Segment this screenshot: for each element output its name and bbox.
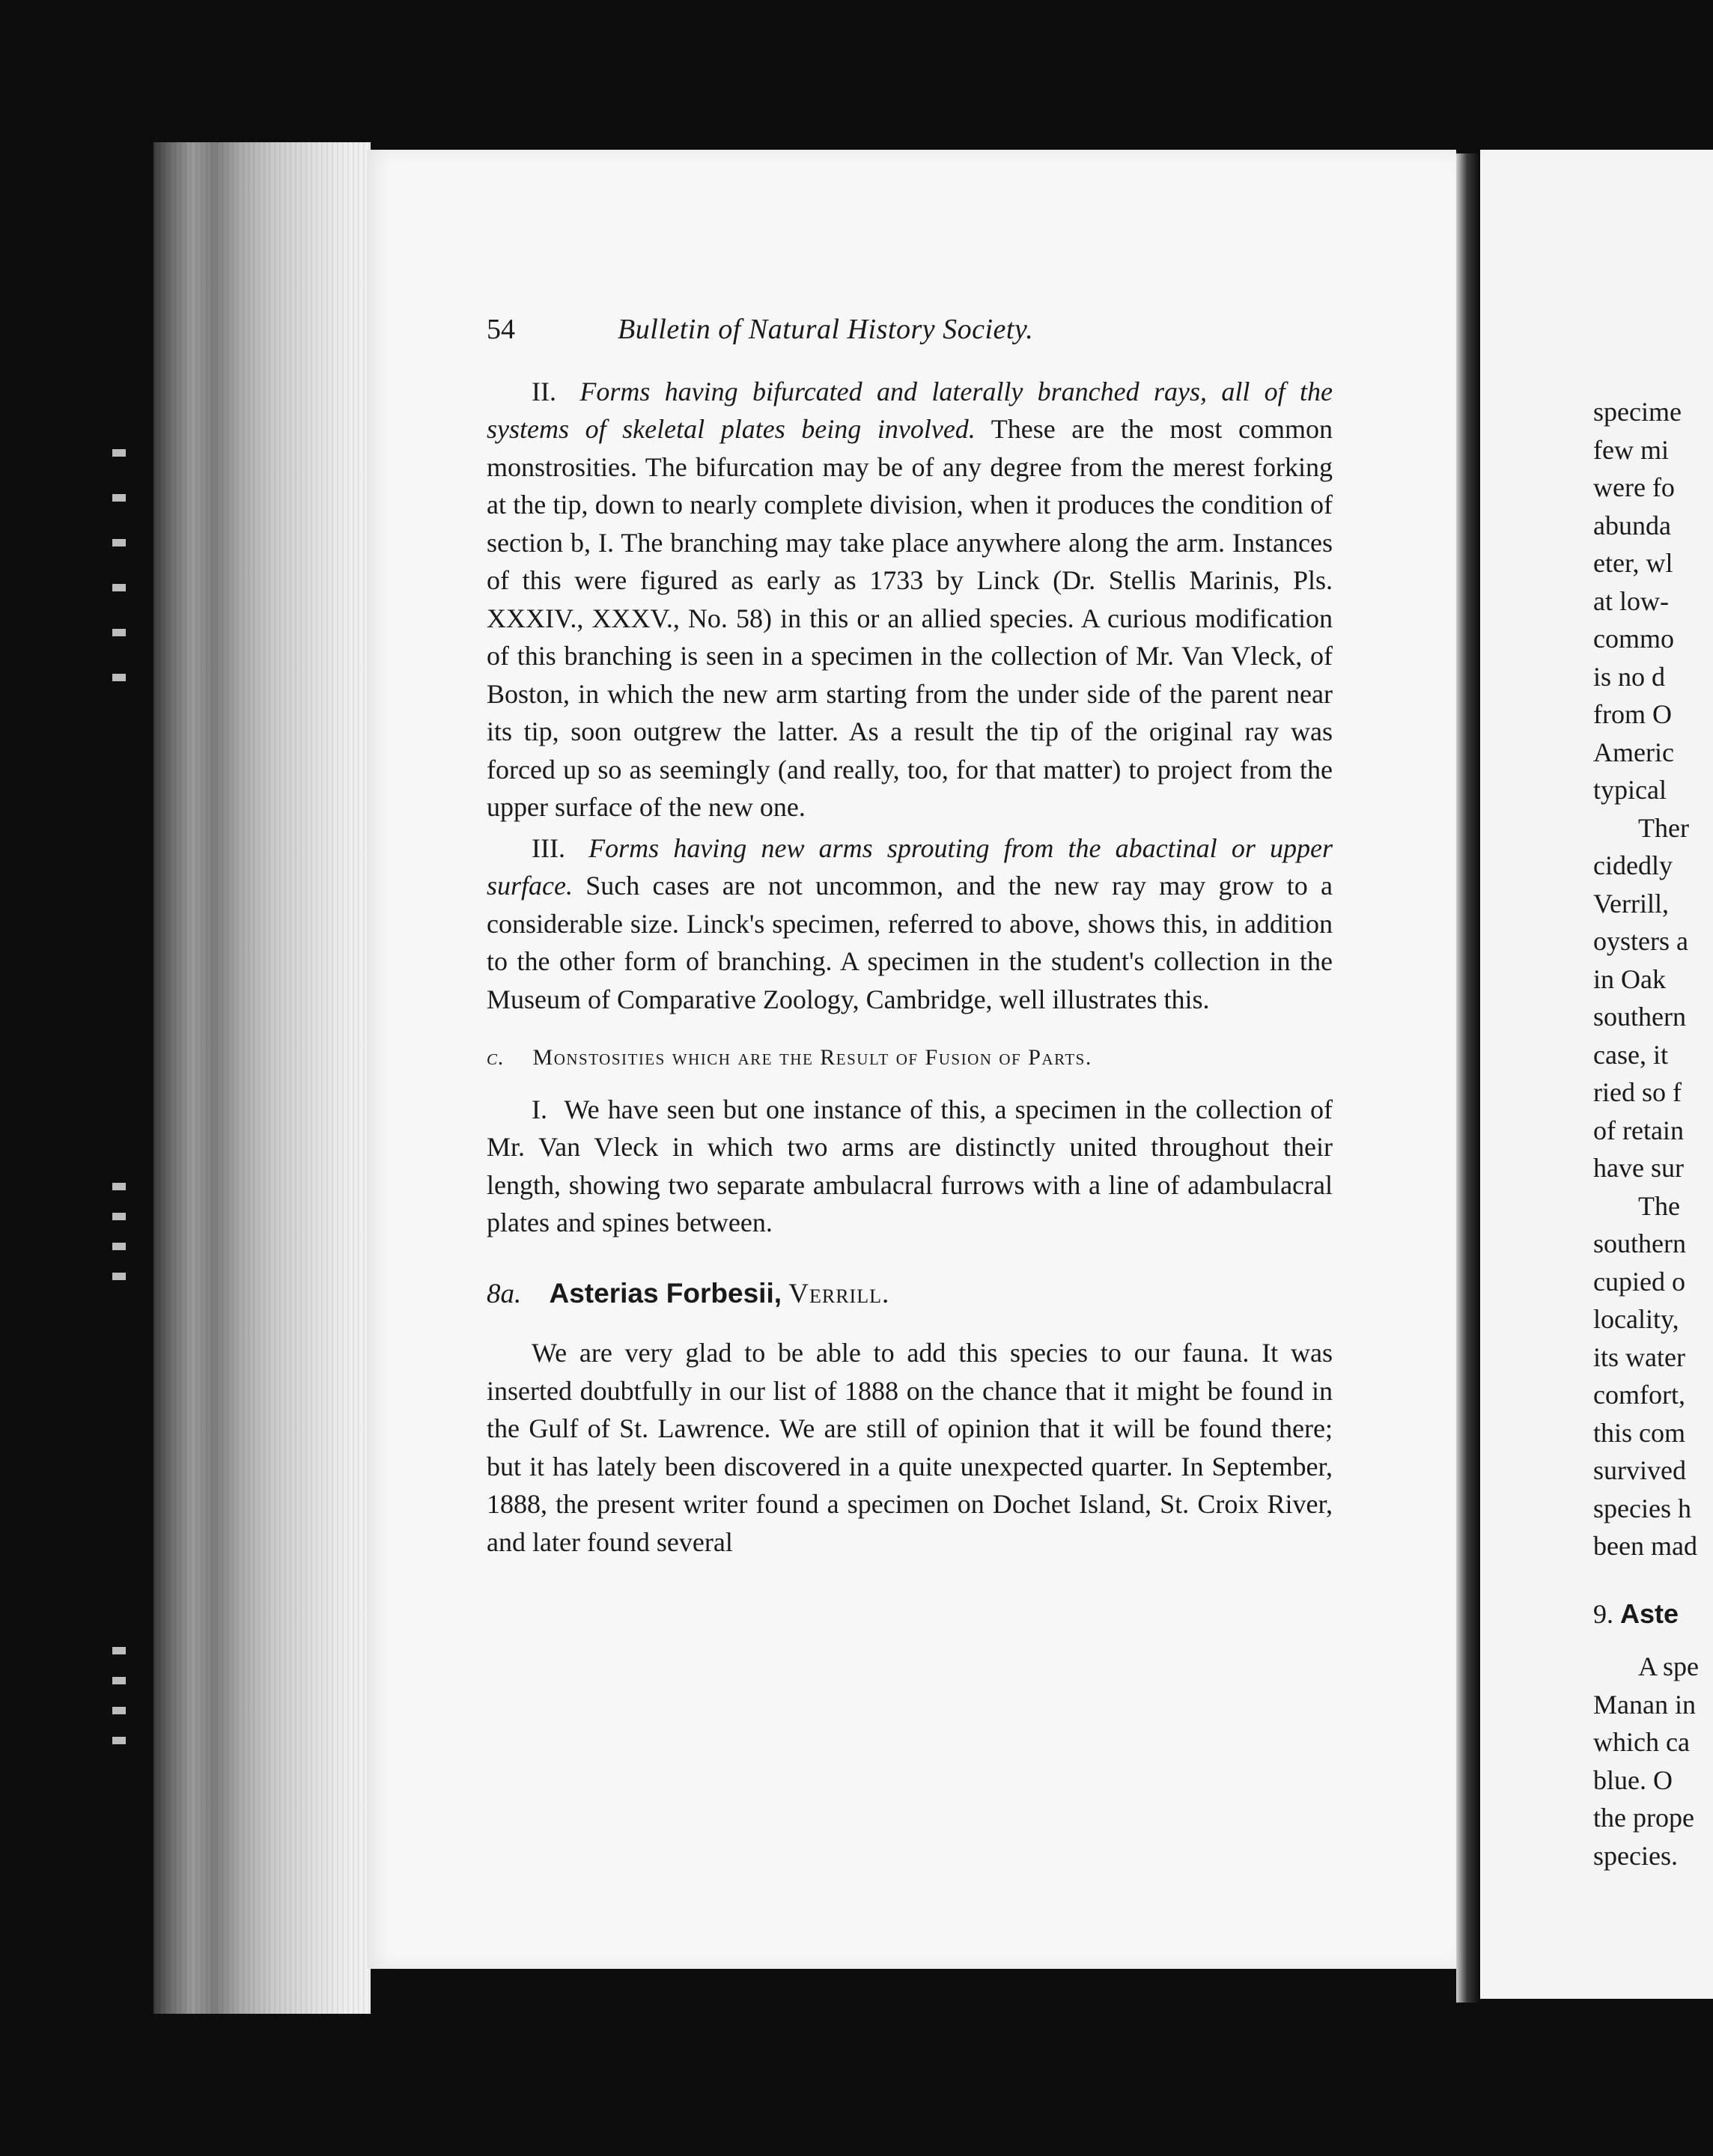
right-page-line: The bbox=[1638, 1190, 1680, 1221]
paragraph-section-ii bbox=[487, 373, 1333, 826]
right-page-line: from O bbox=[1593, 699, 1672, 729]
section-label: III. bbox=[532, 832, 565, 863]
right-page-content bbox=[1593, 393, 1713, 1875]
section-body: Such cases are not uncommon, and the new ray may grow to a considerable size. Linck's specimen, referred to above, shows this, in addition to the other form of branching. A specimen in the student's collection in the Museum of Comparative Zoology, Cambridge, well illustrates this. bbox=[487, 871, 1333, 1014]
right-page-line: case, it bbox=[1593, 1039, 1668, 1070]
right-heading-number: 9. bbox=[1593, 1598, 1613, 1629]
right-page-line: southern bbox=[1593, 1228, 1686, 1258]
right-page-line: is no d bbox=[1593, 661, 1666, 692]
paragraph-section-c-i bbox=[487, 1091, 1333, 1242]
right-page-line: ried so f bbox=[1593, 1077, 1682, 1107]
species-heading bbox=[487, 1275, 1333, 1314]
right-page-line: Ther bbox=[1638, 812, 1689, 843]
right-page-line: its water bbox=[1593, 1342, 1685, 1372]
right-page-line: blue. O bbox=[1593, 1764, 1673, 1795]
section-italic-title: Forms having bifurcated and laterally branched rays, all of the systems of skeletal plates being involved. bbox=[487, 376, 1333, 444]
paragraph-section-iii bbox=[487, 829, 1333, 1019]
right-page-line: have sur bbox=[1593, 1153, 1684, 1183]
species-name: Asterias Forbesii, bbox=[549, 1277, 782, 1309]
right-page-line: few mi bbox=[1593, 434, 1669, 465]
right-block-1 bbox=[1593, 393, 1713, 809]
right-page-line: southern bbox=[1593, 1002, 1686, 1032]
right-block-2 bbox=[1593, 809, 1713, 1187]
right-page-line: cidedly bbox=[1593, 850, 1673, 880]
right-page-line: in Oak bbox=[1593, 963, 1666, 994]
right-page-line: of retain bbox=[1593, 1115, 1684, 1145]
right-block-4 bbox=[1593, 1648, 1713, 1875]
right-page-line: this com bbox=[1593, 1417, 1685, 1448]
right-page-line: Verrill, bbox=[1593, 888, 1669, 919]
right-page-line: A spe bbox=[1638, 1651, 1699, 1681]
right-page-line: species. bbox=[1593, 1840, 1678, 1871]
right-page-line: eter, wl bbox=[1593, 548, 1673, 578]
section-italic-title: Forms having new arms sprouting from the abactinal or upper surface. bbox=[487, 832, 1333, 901]
species-author: Verrill. bbox=[788, 1278, 890, 1309]
right-page-line: species h bbox=[1593, 1493, 1691, 1523]
right-page-line: typical bbox=[1593, 775, 1667, 805]
book-page-edges bbox=[153, 142, 371, 2014]
section-letter: c. bbox=[487, 1045, 505, 1070]
section-title: Monstosities which are the Result of Fusion of Parts. bbox=[532, 1045, 1092, 1070]
right-page-line: locality, bbox=[1593, 1304, 1679, 1334]
right-page-line: commo bbox=[1593, 624, 1674, 654]
right-page-line: cupied o bbox=[1593, 1266, 1685, 1297]
right-page-line: oysters a bbox=[1593, 926, 1688, 956]
page-number: 54 bbox=[487, 314, 515, 345]
right-page-line: at low- bbox=[1593, 585, 1669, 616]
right-heading-name: Aste bbox=[1620, 1598, 1679, 1629]
running-title: Bulletin of Natural History Society. bbox=[618, 314, 1034, 345]
page-header bbox=[487, 311, 1333, 349]
paragraph-species-8a: We are very glad to be able to add this species to our fauna. It was inserted doubtfully in our list of 1888 on the chance that it might be found in the Gulf of St. Lawrence. We are still of opinion that it will be found there; but it has lately been discovered in a quite unexpected quarter. In September, 1888, the present writer found a specimen on Dochet Island, St. Croix River, and later found several bbox=[487, 1338, 1333, 1557]
species-number: 8a. bbox=[487, 1278, 522, 1309]
section-c-heading bbox=[487, 1039, 1333, 1077]
section-body: We have seen but one instance of this, a specimen in the collection of Mr. Van Vleck in which two arms are distinctly united throughout their length, showing two separate ambulacral furrows with a line of adambulacral plates and spines between. bbox=[487, 1094, 1333, 1237]
right-page-line: the prope bbox=[1593, 1803, 1694, 1833]
book-gutter bbox=[1456, 153, 1480, 2003]
right-page-line: Americ bbox=[1593, 737, 1674, 767]
right-page-line: been mad bbox=[1593, 1531, 1697, 1561]
right-page-line: were fo bbox=[1593, 472, 1675, 502]
section-label: I. bbox=[532, 1094, 547, 1124]
left-page-content bbox=[487, 311, 1333, 1561]
right-heading bbox=[1593, 1595, 1713, 1633]
right-page-line: comfort, bbox=[1593, 1380, 1685, 1410]
right-page-line: specime bbox=[1593, 397, 1682, 427]
right-page-line: survived bbox=[1593, 1455, 1686, 1485]
section-label: II. bbox=[532, 376, 556, 406]
right-page-line: which ca bbox=[1593, 1727, 1690, 1757]
right-page-line: Manan in bbox=[1593, 1689, 1696, 1720]
right-block-3 bbox=[1593, 1187, 1713, 1565]
margin-marks bbox=[112, 449, 142, 1946]
right-page-line: abunda bbox=[1593, 510, 1671, 540]
section-body: These are the most common monstrosities. The bifurcation may be of any degree from the merest forking at the tip, down to nearly complete division, when it produces the condition of section b, I. The branching may take place anywhere along the arm. Instances of this were figured as early as 1733 by Linck (Dr. Stellis Marinis, Pls. XXXIV., XXXV., No. 58) in this or an allied species. A curious modification of this branching is seen in a specimen in the collection of Mr. Van Vleck, of Boston, in which the new arm starting from the under side of the parent near its tip, soon outgrew the latter. As a result the tip of the original ray was forced up so as seemingly (and really, too, for that matter) to project from the upper surface of the new one. bbox=[487, 414, 1333, 822]
